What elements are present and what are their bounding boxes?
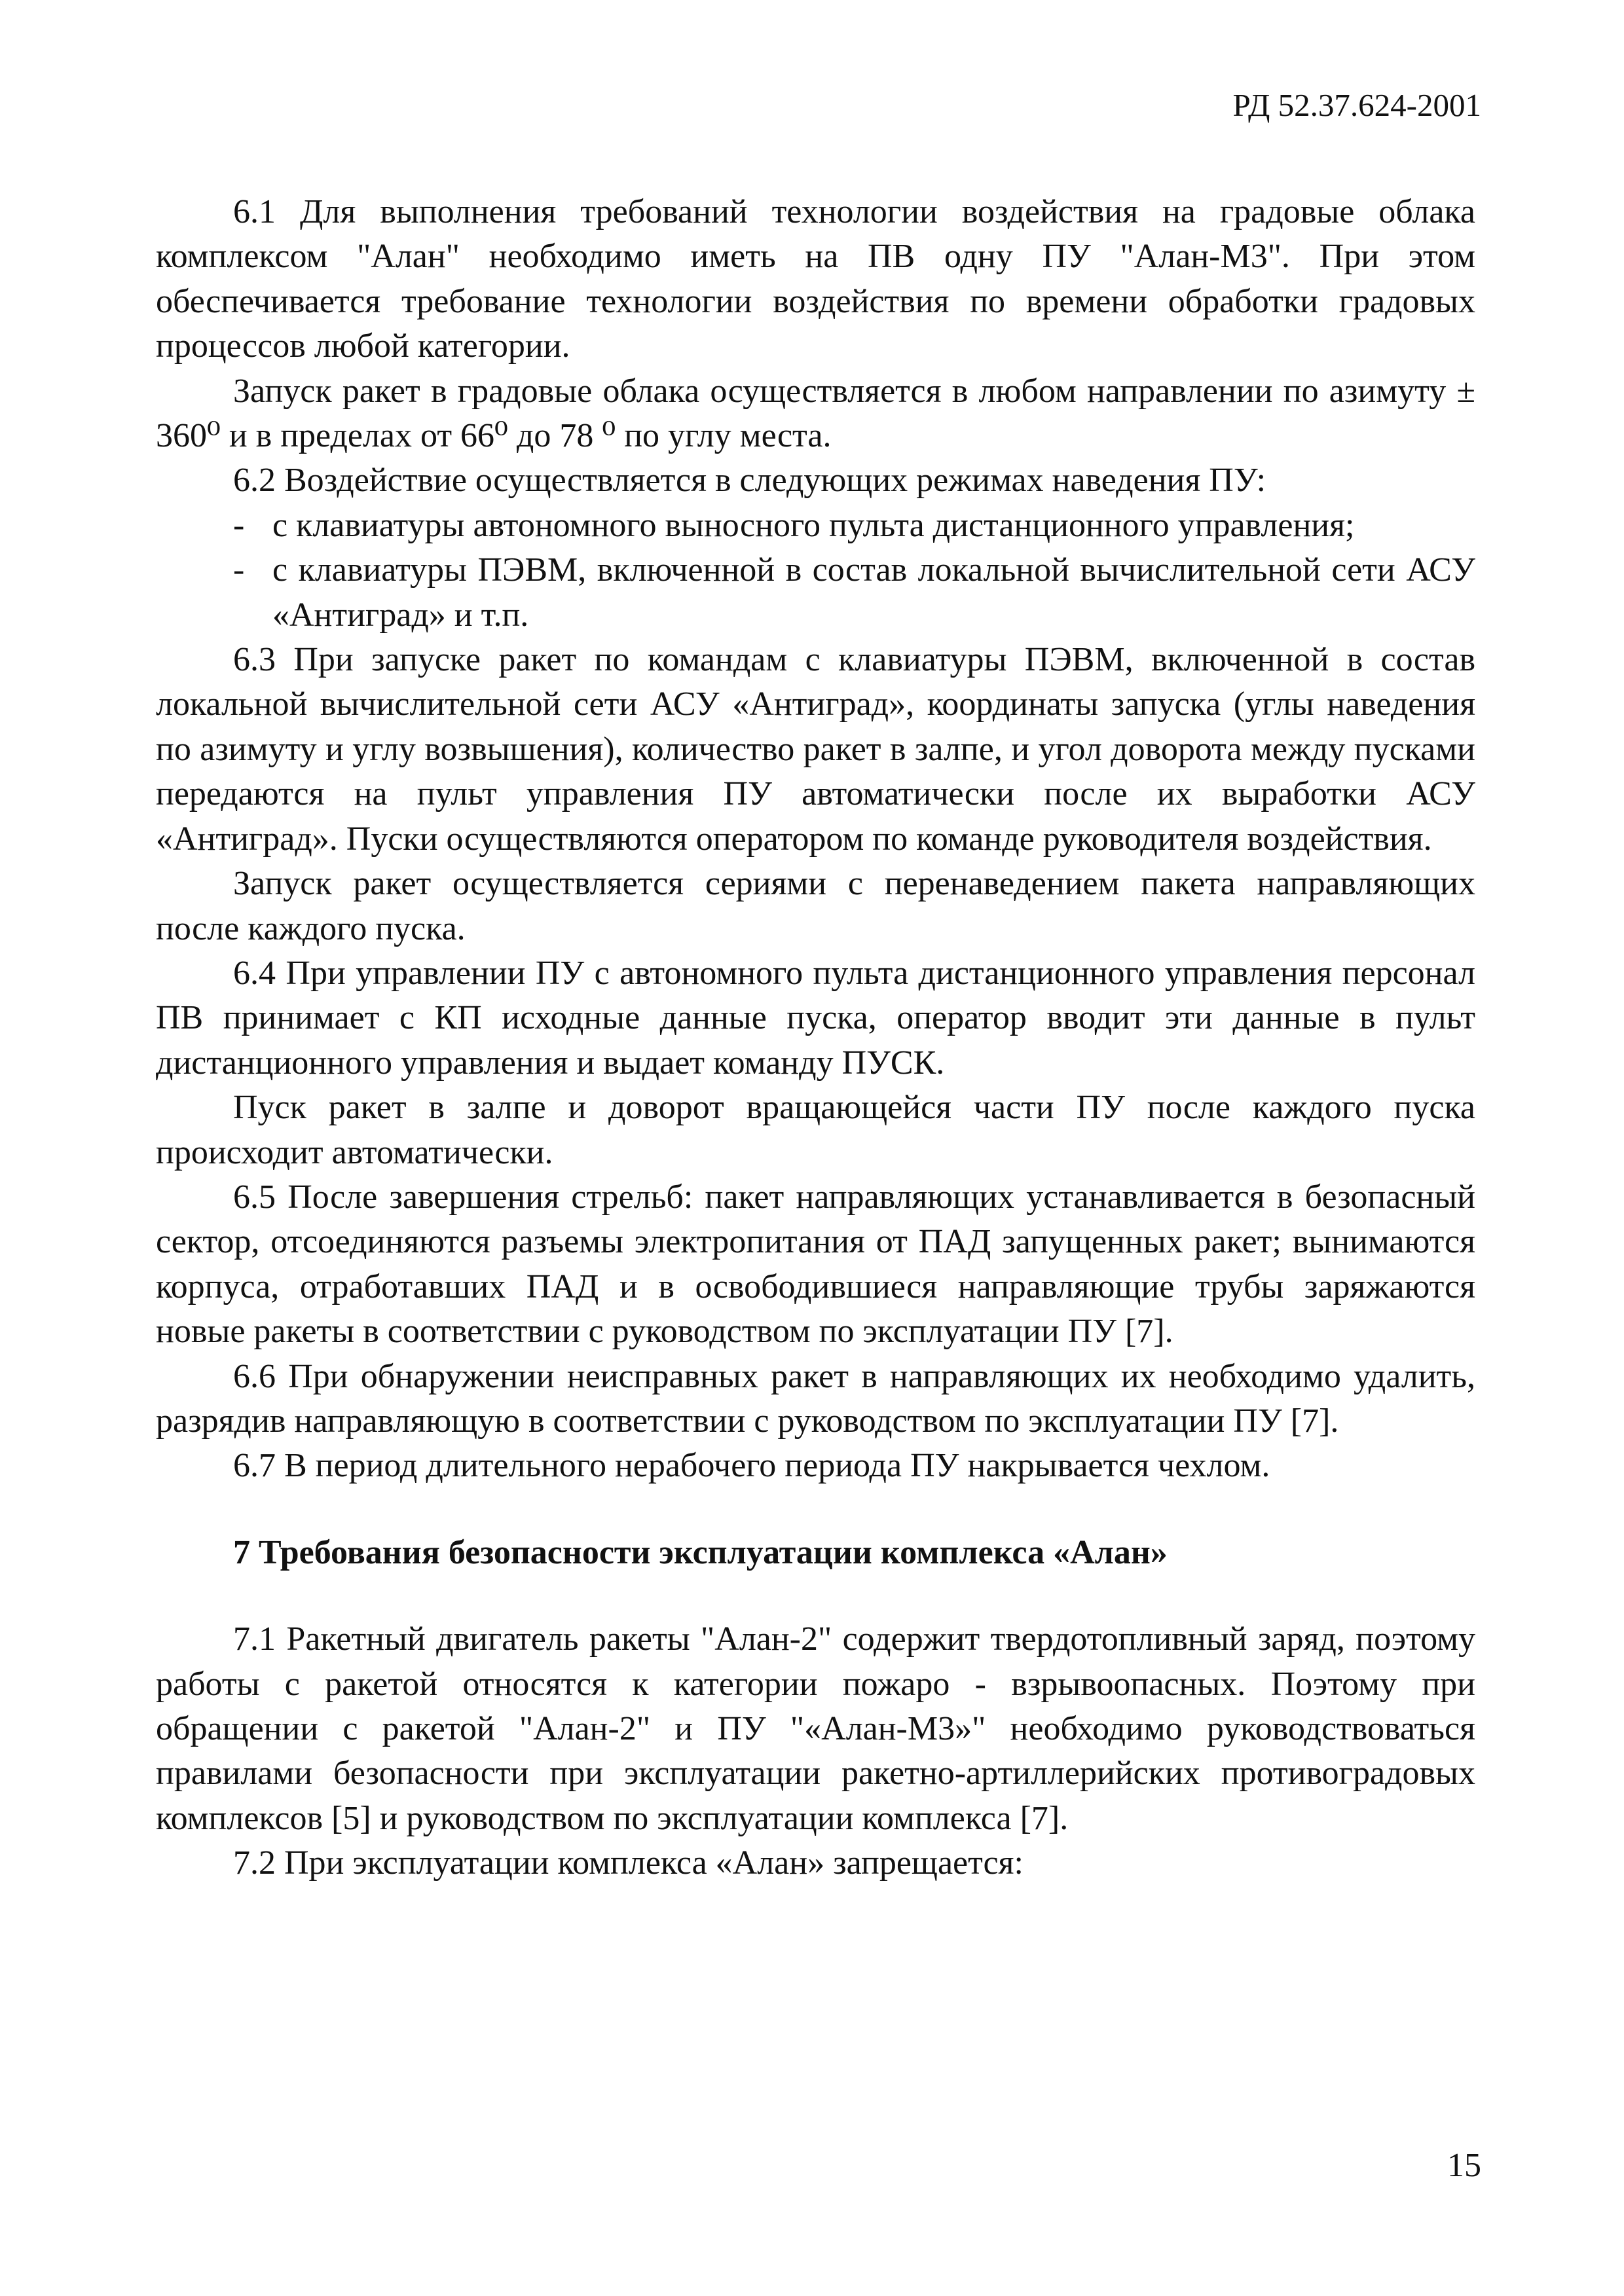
bullet-dash: - — [233, 551, 245, 589]
section-7-heading: 7 Требования безопасности эксплуатации комплекса «Алан» — [233, 1533, 1168, 1571]
page-number: 15 — [1447, 2147, 1481, 2184]
paragraph-6-5: 6.5 После завершения стрельб: пакет направляющих устанавливается в безопасный сектор, отсоединяются разъемы электропитания от ПАД запущенных ракет; вынимаются корпуса, отработавших ПАД и в освободившиеся направляющие трубы заряжаются новые ракеты в соответствии с руководством по эксплуатации ПУ [7]. — [156, 1178, 1475, 1351]
paragraph-7-2: 7.2 При эксплуатации комплекса «Алан» запрещается: — [233, 1844, 1024, 1882]
spacer — [156, 1489, 1475, 1531]
paragraph-6-3-series: Запуск ракет осуществляется сериями с перенаведением пакета направляющих после каждого пуска. — [156, 865, 1475, 947]
list-item-text: с клавиатуры ПЭВМ, включенной в состав локальной вычислительной сети АСУ «Антиград» и т.п. — [272, 551, 1475, 634]
paragraph-6-4: 6.4 При управлении ПУ с автономного пульта дистанционного управления персонал ПВ принимает с КП исходные данные пуска, оператор вводит эти данные в пульт дистанционного управления и выдает команду ПУСК. — [156, 954, 1475, 1082]
document-body — [156, 190, 1475, 1886]
paragraph-6-1-launch: Запуск ракет в градовые облака осуществляется в любом направлении по азимуту ± 360⁰ и в пределах от 66⁰ до 78 ⁰ по углу места. — [156, 372, 1475, 455]
bullet-dash: - — [233, 506, 245, 544]
list-item — [156, 548, 1475, 638]
spacer — [156, 1575, 1475, 1617]
list-item-text: с клавиатуры автономного выносного пульта дистанционного управления; — [272, 506, 1355, 544]
document-code: РД 52.37.624-2001 — [1232, 87, 1481, 123]
list-item — [156, 503, 1475, 548]
paragraph-6-3: 6.3 При запуске ракет по командам с клавиатуры ПЭВМ, включенной в состав локальной вычислительной сети АСУ «Антиград», координаты запуска (углы наведения по азимуту и углу возвышения), количество ракет в залпе, и угол доворота между пусками передаются на пульт управления ПУ автоматически после их выработки АСУ «Антиград». Пуски осуществляются оператором по команде руководителя воздействия. — [156, 641, 1475, 858]
paragraph-6-6: 6.6 При обнаружении неисправных ракет в направляющих их необходимо удалить, разрядив направляющую в соответствии с руководством по эксплуатации ПУ [7]. — [156, 1357, 1475, 1440]
paragraph-7-1: 7.1 Ракетный двигатель ракеты "Алан-2" содержит твердотопливный заряд, поэтому работы с ракетой относятся к категории пожаро - взрывоопасных. Поэтому при обращении с ракетой "Алан-2" и ПУ "«Алан-М3»" необходимо руководствоваться правилами безопасности при эксплуатации ракетно-артиллерийских противоградовых комплексов [5] и руководством по эксплуатации комплекса [7]. — [156, 1620, 1475, 1837]
paragraph-6-1: 6.1 Для выполнения требований технологии воздействия на градовые облака комплексом "Алан" необходимо иметь на ПВ одну ПУ "Алан-М3". При этом обеспечивается требование технологии воздействия по времени обработки градовых процессов любой категории. — [156, 193, 1475, 365]
paragraph-6-2: 6.2 Воздействие осуществляется в следующих режимах наведения ПУ: — [233, 462, 1266, 500]
paragraph-6-4-auto: Пуск ракет в залпе и доворот вращающейся части ПУ после каждого пуска происходит автоматически. — [156, 1089, 1475, 1171]
paragraph-6-7: 6.7 В период длительного нерабочего периода ПУ накрывается чехлом. — [233, 1447, 1270, 1485]
